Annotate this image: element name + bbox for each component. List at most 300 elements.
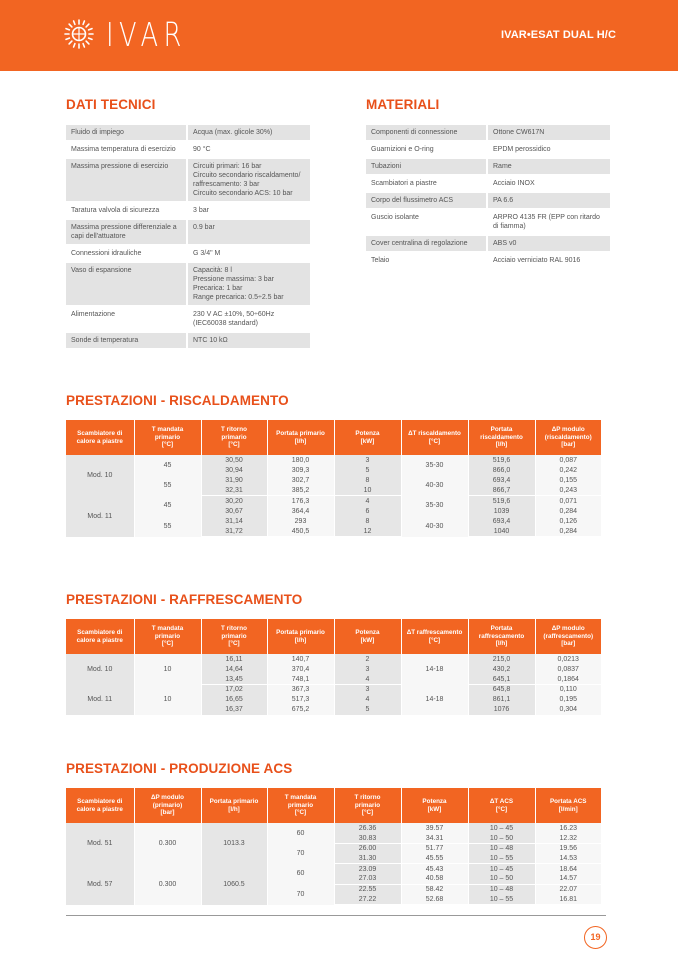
column-header <box>535 619 601 654</box>
table-cell: 12 <box>334 526 401 536</box>
sun-logo-icon <box>62 17 96 51</box>
table-cell: 0,110 <box>535 685 601 695</box>
page-number: 19 <box>584 926 607 949</box>
column-header-line: Portata primario <box>276 628 325 636</box>
table-cell: 385,2 <box>267 486 334 496</box>
spec-row <box>66 220 310 244</box>
table-cell: 3 <box>334 685 401 695</box>
column-header <box>334 788 401 823</box>
delta-p-cell: 0.300 <box>134 823 201 864</box>
column-header-line: ΔP modulo <box>551 625 585 633</box>
table-cell: 0,284 <box>535 506 601 516</box>
table-cell: 1076 <box>468 705 535 715</box>
flow-cell: 1060.5 <box>201 864 267 905</box>
materiali-table <box>366 123 610 270</box>
spec-label: Massima pressione di esercizio <box>66 159 188 201</box>
table-cell: 16,65 <box>201 695 267 705</box>
column-header <box>201 788 267 823</box>
table-row <box>66 823 601 833</box>
spec-value <box>188 307 310 331</box>
column-header-line: riscaldamento <box>480 433 523 441</box>
column-header-line: (riscaldamento) <box>544 433 592 441</box>
spec-value-line: 0.9 bar <box>193 224 215 231</box>
column-header-line: [bar] <box>561 640 576 648</box>
column-header-line: T mandata <box>151 426 184 434</box>
table-cell: 30,20 <box>201 496 267 506</box>
spec-row <box>66 159 310 201</box>
column-header <box>66 619 134 654</box>
spec-row <box>66 125 310 140</box>
spec-value-line: Circuito secondario ACS: 10 bar <box>193 190 293 197</box>
table-cell: 364,4 <box>267 506 334 516</box>
table-cell: 6 <box>334 506 401 516</box>
table-cell: 30,67 <box>201 506 267 516</box>
t-mandata-cell: 60 <box>267 864 334 884</box>
spec-label: Alimentazione <box>66 307 188 331</box>
table-cell: 5 <box>334 465 401 475</box>
spec-value <box>188 125 310 140</box>
table-cell: 293 <box>267 516 334 526</box>
ivar-logo <box>62 14 210 54</box>
table-cell: 14.53 <box>535 854 601 864</box>
table-row <box>66 864 601 874</box>
table-cell: 45.55 <box>401 854 468 864</box>
page-header <box>0 0 678 71</box>
column-header <box>66 420 134 455</box>
table-cell: 10 – 55 <box>468 854 535 864</box>
table-cell: 14.57 <box>535 874 601 884</box>
spec-value-line: ABS v0 <box>493 240 517 247</box>
spec-label: Connessioni idrauliche <box>66 246 188 261</box>
spec-row <box>366 176 610 191</box>
table-cell: 40.58 <box>401 874 468 884</box>
t-mandata-cell: 45 <box>134 455 201 475</box>
column-header-line: [°C] <box>495 805 508 813</box>
column-header-line: T ritorno <box>221 426 247 434</box>
table-cell: 16,37 <box>201 705 267 715</box>
spec-value-line: Range precarica: 0.5÷2.5 bar <box>193 294 284 301</box>
spec-label: Scambiatori a piastre <box>366 176 488 191</box>
table-cell: 23.09 <box>334 864 401 874</box>
column-header-line: T mandata <box>151 625 184 633</box>
table-cell: 30.83 <box>334 833 401 843</box>
table-cell: 19.56 <box>535 843 601 853</box>
table-cell: 0,1864 <box>535 674 601 684</box>
table-cell: 10 <box>334 486 401 496</box>
table-cell: 517,3 <box>267 695 334 705</box>
table-cell: 0,304 <box>535 705 601 715</box>
spec-value-line: G 3/4" M <box>193 250 221 257</box>
spec-value-line: Pressione massima: 3 bar <box>193 276 274 283</box>
spec-value <box>188 159 310 201</box>
raffrescamento-table <box>66 619 601 716</box>
table-cell: 16.81 <box>535 894 601 904</box>
spec-row <box>66 203 310 218</box>
spec-value <box>488 176 610 191</box>
column-header-line: Portata primario <box>276 429 325 437</box>
column-header-line: Potenza <box>422 797 447 805</box>
column-header <box>66 788 134 823</box>
table-cell: 10 – 45 <box>468 823 535 833</box>
column-header-line: [l/h] <box>294 636 307 644</box>
column-header <box>401 619 468 654</box>
table-cell: 0,284 <box>535 526 601 536</box>
model-cell: Mod. 10 <box>66 654 134 685</box>
table-cell: 0,242 <box>535 465 601 475</box>
table-cell: 31.30 <box>334 854 401 864</box>
table-cell: 8 <box>334 516 401 526</box>
t-mandata-cell: 55 <box>134 475 201 495</box>
table-cell: 22.55 <box>334 884 401 894</box>
spec-label: Guarnizioni e O-ring <box>366 142 488 157</box>
column-header-line: [kW] <box>360 636 375 644</box>
table-cell: 0,126 <box>535 516 601 526</box>
spec-row <box>366 210 610 234</box>
column-header-line: [°C] <box>428 437 441 445</box>
table-cell: 3 <box>334 664 401 674</box>
spec-label: Sonde di temperatura <box>66 333 188 348</box>
column-header-line: (raffrescamento) <box>543 632 594 640</box>
column-header <box>401 420 468 455</box>
table-cell: 10 – 48 <box>468 843 535 853</box>
spec-value <box>188 246 310 261</box>
column-header-line: Potenza <box>355 429 380 437</box>
dati-tecnici-title: DATI TECNICI <box>66 97 156 112</box>
table-cell: 31,90 <box>201 475 267 485</box>
column-header-line: [bar] <box>561 441 576 449</box>
table-cell: 0,243 <box>535 486 601 496</box>
spec-value <box>488 236 610 251</box>
column-header-line: Scambiatore di <box>77 429 123 437</box>
table-cell: 370,4 <box>267 664 334 674</box>
column-header-line: Scambiatore di <box>77 797 123 805</box>
spec-value-line: ARPRO 4135 FR (EPP con ritardo <box>493 214 600 221</box>
table-cell: 748,1 <box>267 674 334 684</box>
delta-t-cell: 40-30 <box>401 516 468 536</box>
column-header-line: ΔP modulo <box>551 426 585 434</box>
column-header-line: ΔT riscaldamento <box>408 429 461 437</box>
column-header-line: [kW] <box>360 437 375 445</box>
column-header-line: [°C] <box>361 809 374 817</box>
acs-table <box>66 788 601 905</box>
table-cell: 14,64 <box>201 664 267 674</box>
table-cell: 302,7 <box>267 475 334 485</box>
column-header-line: Potenza <box>355 628 380 636</box>
spec-value <box>188 263 310 305</box>
delta-t-cell: 14-18 <box>401 654 468 685</box>
spec-value-line: Acqua (max. glicole 30%) <box>193 129 273 136</box>
column-header <box>535 788 601 823</box>
spec-row <box>366 125 610 140</box>
table-cell: 0,071 <box>535 496 601 506</box>
column-header-line: [°C] <box>294 809 307 817</box>
spec-label: Massima pressione differenziale a capi dell'attuatore <box>66 220 188 244</box>
column-header <box>267 619 334 654</box>
column-header <box>201 619 267 654</box>
column-header-line: [bar] <box>160 809 175 817</box>
spec-value-line: EPDM perossidico <box>493 146 551 153</box>
column-header <box>334 619 401 654</box>
spec-label: Tubazioni <box>366 159 488 174</box>
table-cell: 0,0837 <box>535 664 601 674</box>
spec-label: Fluido di impiego <box>66 125 188 140</box>
table-cell: 51.77 <box>401 843 468 853</box>
spec-value-line: Capacità: 8 l <box>193 267 232 274</box>
column-header <box>468 619 535 654</box>
spec-row <box>366 193 610 208</box>
column-header-line: primario <box>221 632 247 640</box>
table-cell: 34.31 <box>401 833 468 843</box>
acs-title: PRESTAZIONI - PRODUZIONE ACS <box>66 761 293 776</box>
table-cell: 26.36 <box>334 823 401 833</box>
t-mandata-cell: 60 <box>267 823 334 843</box>
table-cell: 2 <box>334 654 401 664</box>
column-header-line: [l/h] <box>495 441 508 449</box>
spec-label: Taratura valvola di sicurezza <box>66 203 188 218</box>
table-cell: 519,6 <box>468 455 535 465</box>
delta-t-cell: 40-30 <box>401 475 468 495</box>
column-header-line: raffrescamento <box>478 632 525 640</box>
t-mandata-cell: 10 <box>134 654 201 685</box>
spec-value-line: Acciaio verniciato RAL 9016 <box>493 257 581 264</box>
spec-value <box>188 220 310 244</box>
t-mandata-cell: 70 <box>267 884 334 904</box>
column-header <box>334 420 401 455</box>
table-row <box>66 455 601 465</box>
delta-t-cell: 35-30 <box>401 455 468 475</box>
column-header-line: [kW] <box>427 805 442 813</box>
column-header-line: Portata <box>490 625 513 633</box>
materiali-title: MATERIALI <box>366 97 440 112</box>
spec-value <box>488 125 610 140</box>
spec-value-line: Precarica: 1 bar <box>193 285 243 292</box>
table-cell: 30,50 <box>201 455 267 465</box>
table-cell: 52.68 <box>401 894 468 904</box>
table-cell: 140,7 <box>267 654 334 664</box>
column-header-line: Scambiatore di <box>77 628 123 636</box>
table-cell: 693,4 <box>468 475 535 485</box>
table-cell: 645,8 <box>468 685 535 695</box>
table-cell: 10 – 50 <box>468 833 535 843</box>
table-cell: 675,2 <box>267 705 334 715</box>
table-cell: 3 <box>334 455 401 465</box>
column-header-line: primario <box>221 433 247 441</box>
raffrescamento-title: PRESTAZIONI - RAFFRESCAMENTO <box>66 592 303 607</box>
product-name: IVAR•ESAT DUAL H/C <box>500 29 616 41</box>
column-header-line: [°C] <box>228 640 240 648</box>
column-header-line: [l/h] <box>294 437 307 445</box>
table-cell: 16,11 <box>201 654 267 664</box>
table-cell: 16.23 <box>535 823 601 833</box>
column-header-line: calore a piastre <box>76 636 123 644</box>
column-header-line: [°C] <box>428 636 441 644</box>
spec-row <box>66 307 310 331</box>
table-cell: 866,7 <box>468 486 535 496</box>
table-cell: 31,72 <box>201 526 267 536</box>
table-cell: 1039 <box>468 506 535 516</box>
spec-value-line: 90 °C <box>193 146 211 153</box>
brand-name: IVAR <box>106 14 187 54</box>
spec-value-line: Circuiti primari: 16 bar <box>193 163 262 170</box>
riscaldamento-title: PRESTAZIONI - RISCALDAMENTO <box>66 393 289 408</box>
model-cell: Mod. 51 <box>66 823 134 864</box>
column-header-line: Portata ACS <box>549 797 587 805</box>
table-row <box>66 475 601 485</box>
dati-tecnici-table <box>66 123 310 350</box>
table-cell: 32,31 <box>201 486 267 496</box>
column-header-line: primario <box>154 433 181 441</box>
table-cell: 10 – 48 <box>468 884 535 894</box>
column-header-line: primario <box>154 632 181 640</box>
flow-cell: 1013.3 <box>201 823 267 864</box>
model-cell: Mod. 57 <box>66 864 134 905</box>
spec-label: Cover centralina di regolazione <box>366 236 488 251</box>
column-header <box>134 420 201 455</box>
table-cell: 215,0 <box>468 654 535 664</box>
column-header-line: primario <box>287 801 314 809</box>
spec-value-line: 3 bar <box>193 207 209 214</box>
table-cell: 58.42 <box>401 884 468 894</box>
table-cell: 45.43 <box>401 864 468 874</box>
spec-value-line: PA 6.6 <box>493 197 514 204</box>
table-cell: 180,0 <box>267 455 334 465</box>
spec-value-line: NTC 10 kΩ <box>193 337 228 344</box>
spec-value <box>488 253 610 268</box>
spec-value-line: Ottone CW617N <box>493 129 545 136</box>
spec-label: Vaso di espansione <box>66 263 188 305</box>
column-header-line: Portata <box>490 426 513 434</box>
table-cell: 861,1 <box>468 695 535 705</box>
spec-row <box>66 263 310 305</box>
table-cell: 4 <box>334 674 401 684</box>
table-cell: 645,1 <box>468 674 535 684</box>
table-cell: 8 <box>334 475 401 485</box>
column-header-line: (primario) <box>152 801 183 809</box>
spec-row <box>66 142 310 157</box>
model-cell: Mod. 10 <box>66 455 134 496</box>
column-header-line: [l/min] <box>558 805 578 813</box>
table-cell: 22.07 <box>535 884 601 894</box>
table-cell: 309,3 <box>267 465 334 475</box>
column-header-line: primario <box>354 801 381 809</box>
table-cell: 10 – 45 <box>468 864 535 874</box>
spec-label: Guscio isolante <box>366 210 488 234</box>
column-header-line: calore a piastre <box>76 437 123 445</box>
spec-row <box>366 142 610 157</box>
model-cell: Mod. 11 <box>66 685 134 716</box>
column-header-line: T ritorno <box>221 625 247 633</box>
column-header <box>468 788 535 823</box>
model-cell: Mod. 11 <box>66 496 134 537</box>
table-cell: 450,5 <box>267 526 334 536</box>
spec-row <box>366 236 610 251</box>
spec-label: Componenti di connessione <box>366 125 488 140</box>
column-header-line: [l/h] <box>228 805 240 813</box>
column-header <box>468 420 535 455</box>
table-cell: 176,3 <box>267 496 334 506</box>
t-mandata-cell: 45 <box>134 496 201 516</box>
spec-row <box>66 246 310 261</box>
table-cell: 31,14 <box>201 516 267 526</box>
t-mandata-cell: 70 <box>267 843 334 863</box>
table-cell: 519,6 <box>468 496 535 506</box>
column-header-line: ΔT raffrescamento <box>406 628 463 636</box>
column-header-line: ΔT ACS <box>489 797 514 805</box>
spec-value-line: Acciaio INOX <box>493 180 535 187</box>
table-cell: 10 – 55 <box>468 894 535 904</box>
column-header-line: [°C] <box>161 640 174 648</box>
delta-t-cell: 35-30 <box>401 496 468 516</box>
table-cell: 0,0213 <box>535 654 601 664</box>
spec-value-line: 230 V AC ±10%, 50÷60Hz <box>193 311 275 318</box>
table-cell: 30,94 <box>201 465 267 475</box>
table-cell: 0,195 <box>535 695 601 705</box>
spec-value-line: di fiamma) <box>493 223 526 230</box>
table-cell: 5 <box>334 705 401 715</box>
spec-value-line: Rame <box>493 163 512 170</box>
column-header-line: Portata primario <box>209 797 259 805</box>
spec-value-line: (IEC60038 standard) <box>193 320 258 327</box>
column-header-line: [l/h] <box>495 640 508 648</box>
table-cell: 430,2 <box>468 664 535 674</box>
column-header-line: T ritorno <box>354 794 381 802</box>
spec-label: Massima temperatura di esercizio <box>66 142 188 157</box>
delta-t-cell: 14-18 <box>401 685 468 716</box>
column-header-line: ΔP modulo <box>150 794 185 802</box>
table-cell: 17,02 <box>201 685 267 695</box>
table-cell: 4 <box>334 496 401 506</box>
table-cell: 26.00 <box>334 843 401 853</box>
table-cell: 4 <box>334 695 401 705</box>
table-cell: 13,45 <box>201 674 267 684</box>
table-cell: 27.03 <box>334 874 401 884</box>
spec-value <box>488 159 610 174</box>
column-header <box>134 619 201 654</box>
t-mandata-cell: 10 <box>134 685 201 716</box>
spec-value <box>488 142 610 157</box>
table-cell: 866,0 <box>468 465 535 475</box>
table-cell: 18.64 <box>535 864 601 874</box>
column-header <box>401 788 468 823</box>
column-header <box>201 420 267 455</box>
spec-row <box>366 253 610 268</box>
table-cell: 1040 <box>468 526 535 536</box>
spec-value <box>488 210 610 234</box>
spec-value <box>488 193 610 208</box>
footer-divider <box>66 915 606 916</box>
column-header <box>267 788 334 823</box>
spec-value <box>188 203 310 218</box>
table-cell: 0,087 <box>535 455 601 465</box>
column-header-line: T mandata <box>284 794 317 802</box>
table-cell: 10 – 50 <box>468 874 535 884</box>
column-header-line: [°C] <box>161 441 174 449</box>
t-mandata-cell: 55 <box>134 516 201 536</box>
spec-value-line: raffrescamento: 3 bar <box>193 181 260 188</box>
spec-value-line: Circuito secondario riscaldamento/ <box>193 172 301 179</box>
spec-value <box>188 333 310 348</box>
column-header-line: [°C] <box>228 441 240 449</box>
table-cell: 0,155 <box>535 475 601 485</box>
spec-value <box>188 142 310 157</box>
table-cell: 12.32 <box>535 833 601 843</box>
column-header-line: calore a piastre <box>76 805 123 813</box>
spec-row <box>66 333 310 348</box>
spec-row <box>366 159 610 174</box>
column-header <box>267 420 334 455</box>
table-row <box>66 516 601 526</box>
column-header <box>535 420 601 455</box>
